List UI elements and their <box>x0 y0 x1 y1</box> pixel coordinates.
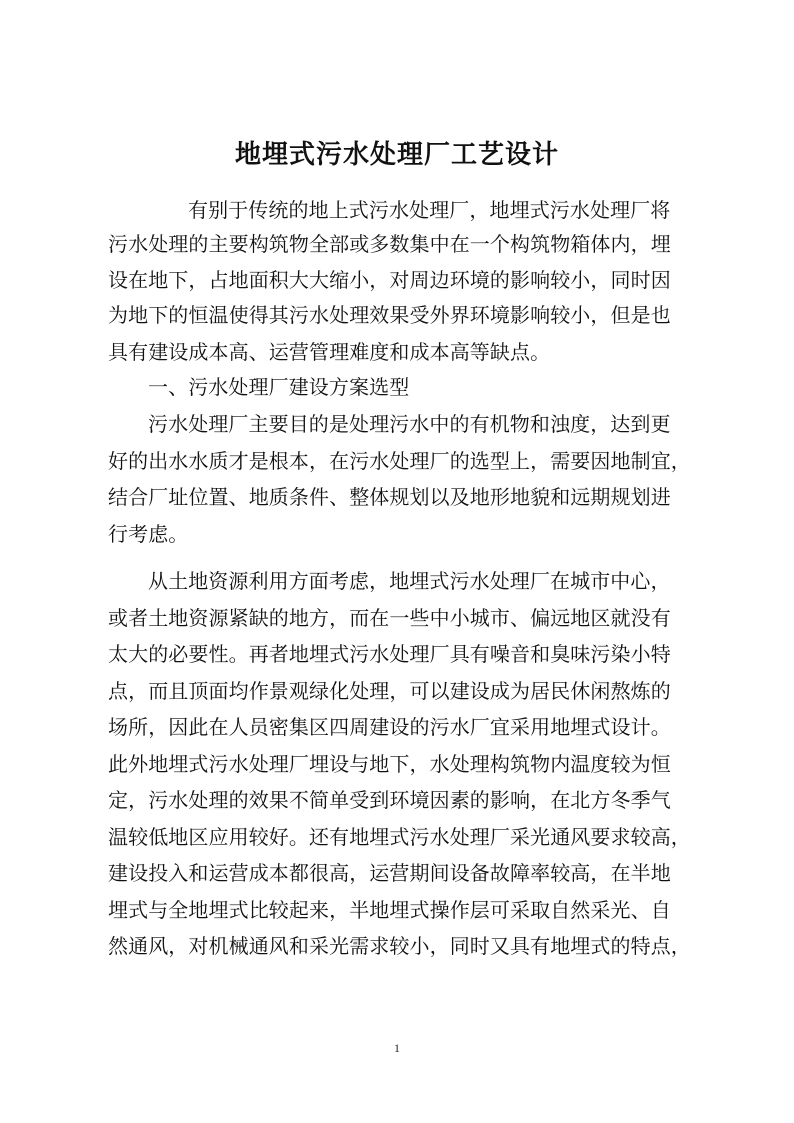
paragraph-line: 埋式与全地埋式比较起来，半地埋式操作层可采取自然采光、自 <box>108 898 671 922</box>
paragraph-line: 建设投入和运营成本都很高，运营期间设备故障率较高，在半地 <box>108 861 671 885</box>
document-title: 地埋式污水处理厂工艺设计 <box>234 140 559 170</box>
section-heading: 一、污水处理厂建设方案选型 <box>148 375 410 399</box>
paragraph-line: 设在地下，占地面积大大缩小，对周边环境的影响较小，同时因 <box>108 268 671 292</box>
paragraph-line: 有别于传统的地上式污水处理厂，地埋式污水处理厂将 <box>188 198 671 222</box>
paragraph-line: 具有建设成本高、运营管理难度和成本高等缺点。 <box>108 340 551 364</box>
paragraph-line: 此外地埋式污水处理厂埋设与地下，水处理构筑物内温度较为恒 <box>108 752 671 776</box>
paragraph-line: 行考虑。 <box>108 522 189 546</box>
paragraph-line: 温较低地区应用较好。还有地埋式污水处理厂采光通风要求较高， <box>108 825 691 849</box>
paragraph-line: 污水处理厂主要目的是处理污水中的有机物和浊度，达到更 <box>148 412 671 436</box>
paragraph-line: 为地下的恒温使得其污水处理效果受外界环境影响较小，但是也 <box>108 303 671 327</box>
paragraph-line: 污水处理的主要构筑物全部或多数集中在一个构筑物箱体内，埋 <box>108 232 671 256</box>
paragraph-line: 场所，因此在人员密集区四周建设的污水厂宜采用地埋式设计。 <box>108 715 671 739</box>
page-number: 1 <box>394 1041 400 1055</box>
paragraph-line: 点，而且顶面均作景观绿化处理，可以建设成为居民休闲熬炼的 <box>108 679 671 703</box>
paragraph-line: 然通风，对机械通风和采光需求较小，同时又具有地埋式的特点， <box>108 934 691 958</box>
paragraph-line: 结合厂址位置、地质条件、整体规划以及地形地貌和远期规划进 <box>108 485 671 509</box>
paragraph-line: 太大的必要性。再者地埋式污水处理厂具有噪音和臭味污染小特 <box>108 642 671 666</box>
paragraph-line: 或者土地资源紧缺的地方，而在一些中小城市、偏远地区就没有 <box>108 606 671 630</box>
paragraph-line: 好的出水水质才是根本，在污水处理厂的选型上，需要因地制宜， <box>108 449 691 473</box>
paragraph-line: 从土地资源利用方面考虑，地埋式污水处理厂在城市中心， <box>148 569 671 593</box>
paragraph-line: 定，污水处理的效果不简单受到环境因素的影响，在北方冬季气 <box>108 788 671 812</box>
